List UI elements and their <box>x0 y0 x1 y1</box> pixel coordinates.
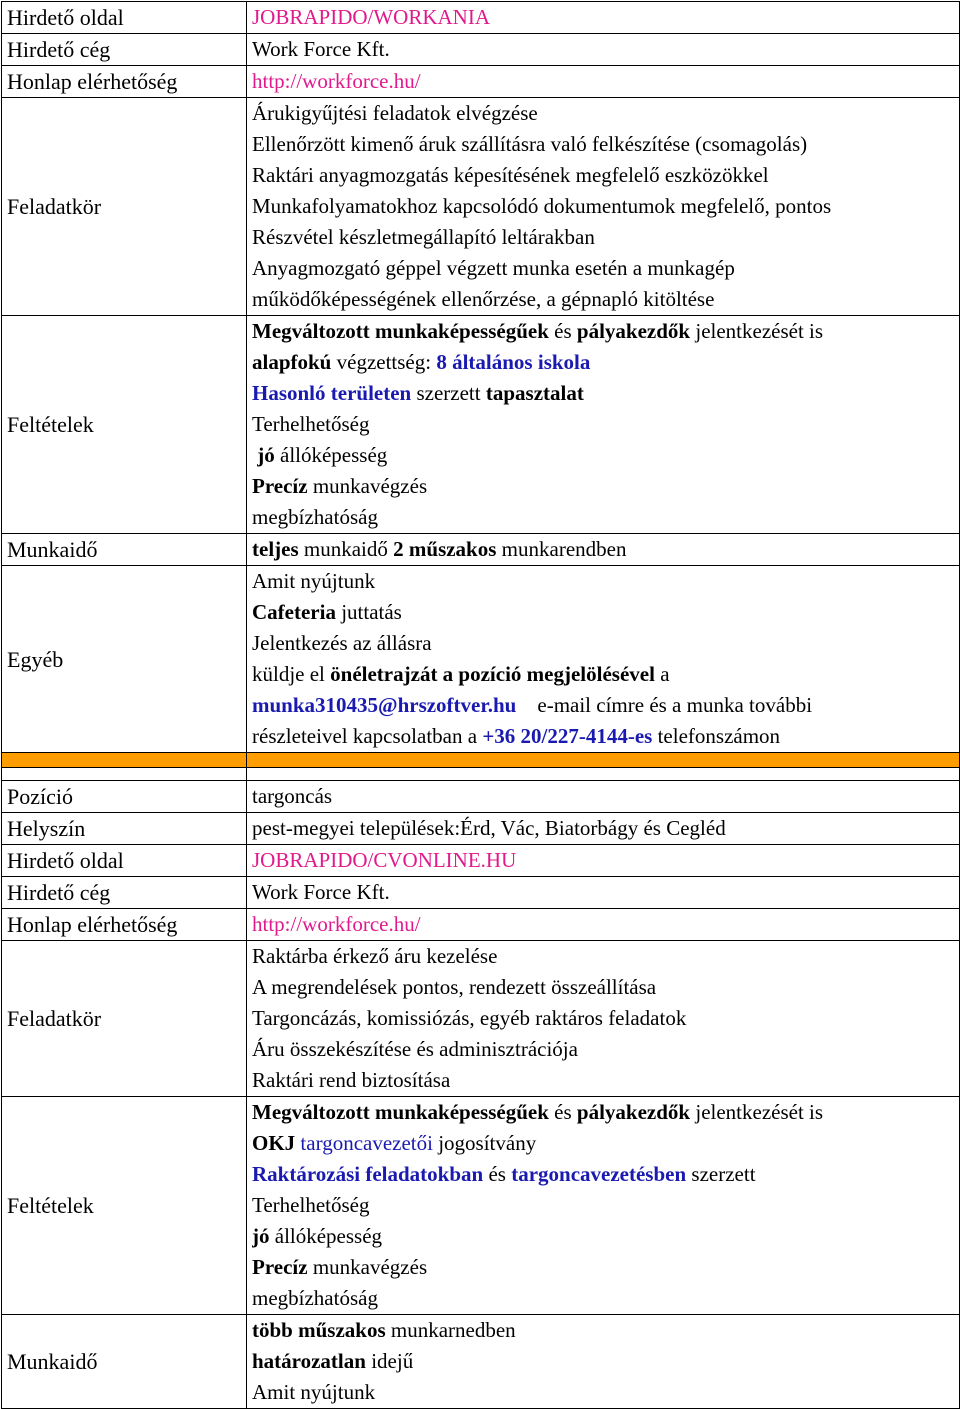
row-hirdeto-oldal-2 <box>2 845 960 877</box>
task-line: Részvétel készletmegállapító leltárakban <box>252 225 595 249</box>
condition-line: jó állóképesség <box>252 1224 383 1248</box>
row-hirdeto-oldal <box>2 2 960 34</box>
label-feltetelek: Feltételek <box>2 316 247 534</box>
label-munkaido: Munkaidő <box>2 1315 247 1409</box>
condition-line: Terhelhetőség <box>252 412 370 436</box>
separator-row-orange <box>2 753 960 768</box>
label-feltetelek: Feltételek <box>2 1097 247 1315</box>
row-honlap <box>2 66 960 98</box>
row-honlap-2 <box>2 909 960 941</box>
value-feltetelek <box>247 316 960 534</box>
row-pozicio <box>2 781 960 813</box>
condition-line: alapfokú végzettség: 8 általános iskola <box>252 350 591 374</box>
value-hirdeto-ceg: Work Force Kft. <box>247 877 960 909</box>
label-helyszin: Helyszín <box>2 813 247 845</box>
condition-line: Raktározási feladatokban és targoncavezetésben szerzett <box>252 1162 756 1186</box>
value-pozicio: targoncás <box>247 781 960 813</box>
label-hirdeto-oldal: Hirdető oldal <box>2 2 247 34</box>
task-line: Targoncázás, komissiózás, egyéb raktáros feladatok <box>252 1006 687 1030</box>
row-feltetelek-2 <box>2 1097 960 1315</box>
condition-line: OKJ targoncavezetői jogosítvány <box>252 1131 537 1155</box>
value-hirdeto-oldal: JOBRAPIDO/CVONLINE.HU <box>247 845 960 877</box>
row-munkaido <box>2 534 960 566</box>
homepage-link[interactable]: http://workforce.hu/ <box>247 909 960 941</box>
label-pozicio: Pozíció <box>2 781 247 813</box>
label-feladatkor: Feladatkör <box>2 941 247 1097</box>
worktime-line: határozatlan idejű <box>252 1349 414 1373</box>
condition-line: Precíz munkavégzés <box>252 1255 428 1279</box>
separator-row-blank <box>2 768 960 781</box>
condition-line: Megváltozott munkaképességűek és pályakezdők jelentkezését is <box>252 1100 824 1124</box>
label-egyeb: Egyéb <box>2 566 247 753</box>
condition-line: Precíz munkavégzés <box>252 474 428 498</box>
task-line: Munkafolyamatokhoz kapcsolódó dokumentumok megfelelő, pontos <box>252 194 832 218</box>
other-line: Amit nyújtunk <box>252 569 376 593</box>
value-helyszin: pest-megyei települések:Érd, Vác, Biatorbágy és Cegléd <box>247 813 960 845</box>
task-line: Anyagmozgató géppel végzett munka esetén a munkagép <box>252 256 735 280</box>
task-line: működőképességének ellenőrzése, a gépnapló kitöltése <box>252 287 715 311</box>
value-feladatkor <box>247 98 960 316</box>
task-line: Raktári rend biztosítása <box>252 1068 451 1092</box>
task-line: Ellenőrzött kimenő áruk szállításra való felkészítése (csomagolás) <box>252 132 808 156</box>
label-honlap: Honlap elérhetőség <box>2 909 247 941</box>
worktime-line: több műszakos munkarnedben <box>252 1318 516 1342</box>
condition-line: megbízhatóság <box>252 1286 378 1310</box>
separator-cell <box>247 753 960 768</box>
task-line: Árukigyűjtési feladatok elvégzése <box>252 101 538 125</box>
email-link[interactable]: munka310435@hrszoftver.hu <box>252 693 517 717</box>
other-line: munka310435@hrszoftver.hu e-mail címre és a munka további <box>252 693 813 717</box>
label-munkaido: Munkaidő <box>2 534 247 566</box>
condition-line: Megváltozott munkaképességűek és pályakezdők jelentkezését is <box>252 319 824 343</box>
label-hirdeto-ceg: Hirdető cég <box>2 34 247 66</box>
value-munkaido <box>247 1315 960 1409</box>
condition-line: megbízhatóság <box>252 505 378 529</box>
separator-cell <box>2 753 247 768</box>
condition-line: jó állóképesség <box>257 443 388 467</box>
row-feladatkor-2 <box>2 941 960 1097</box>
condition-line: Terhelhetőség <box>252 1193 370 1217</box>
row-helyszin <box>2 813 960 845</box>
other-line: küldje el önéletrajzát a pozíció megjelölésével a <box>252 662 670 686</box>
row-hirdeto-ceg-2 <box>2 877 960 909</box>
task-line: Raktári anyagmozgatás képesítésének megfelelő eszközökkel <box>252 163 769 187</box>
other-line: Cafeteria juttatás <box>252 600 402 624</box>
row-feltetelek <box>2 316 960 534</box>
row-feladatkor <box>2 98 960 316</box>
label-hirdeto-oldal: Hirdető oldal <box>2 845 247 877</box>
separator-cell <box>247 768 960 781</box>
label-feladatkor: Feladatkör <box>2 98 247 316</box>
value-feladatkor <box>247 941 960 1097</box>
label-honlap: Honlap elérhetőség <box>2 66 247 98</box>
separator-cell <box>2 768 247 781</box>
value-hirdeto-oldal: JOBRAPIDO/WORKANIA <box>247 2 960 34</box>
value-munkaido: teljes munkaidő 2 műszakos munkarendben <box>247 534 960 566</box>
row-egyeb <box>2 566 960 753</box>
job-listing-table <box>1 1 960 1409</box>
other-line: részleteivel kapcsolatban a +36 20/227-4144-es telefonszámon <box>252 724 781 748</box>
value-feltetelek <box>247 1097 960 1315</box>
homepage-link[interactable]: http://workforce.hu/ <box>247 66 960 98</box>
label-hirdeto-ceg: Hirdető cég <box>2 877 247 909</box>
row-hirdeto-ceg <box>2 34 960 66</box>
condition-line: Hasonló területen szerzett tapasztalat <box>252 381 584 405</box>
task-line: Áru összekészítése és adminisztrációja <box>252 1037 578 1061</box>
value-hirdeto-ceg: Work Force Kft. <box>247 34 960 66</box>
value-egyeb <box>247 566 960 753</box>
task-line: Raktárba érkező áru kezelése <box>252 944 498 968</box>
row-munkaido-2 <box>2 1315 960 1409</box>
other-line: Jelentkezés az állásra <box>252 631 432 655</box>
worktime-line: Amit nyújtunk <box>252 1380 376 1404</box>
phone-number: +36 20/227-4144-es <box>482 724 653 748</box>
task-line: A megrendelések pontos, rendezett összeállítása <box>252 975 657 999</box>
